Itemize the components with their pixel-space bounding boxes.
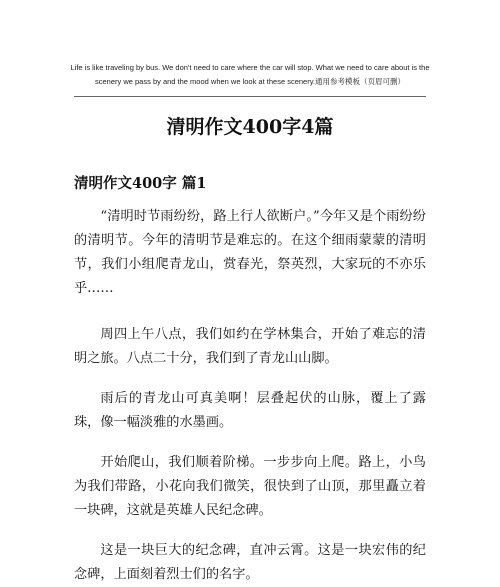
paragraph-5: 这是一块巨大的纪念碑，直冲云霄。这是一块宏伟的纪念碑，上面刻着烈士们的名字。	[74, 543, 426, 582]
paragraph-1: “清明时节雨纷纷，路上行人欲断户。”今年又是个雨纷纷的清明节。今年的清明节是难忘的。在这个细雨蒙蒙的清明节，我们小组爬青龙山，赏春光，祭英烈，大家玩的不亦乐乎……	[74, 209, 426, 296]
page-header-note	[60, 61, 440, 88]
section-heading: 清明作文400字 篇1	[74, 175, 207, 192]
header-divider	[74, 96, 426, 97]
paragraph-4: 开始爬山，我们顺着阶梯。一步步向上爬。路上，小鸟为我们带路，小花向我们微笑，很快到了山顶，那里矗立着一块碑，这就是英雄人民纪念碑。	[74, 455, 426, 518]
paragraph-3: 雨后的青龙山可真美啊！层叠起伏的山脉，覆上了露珠，像一幅淡雅的水墨画。	[74, 391, 426, 430]
paragraph-2: 周四上午八点，我们如约在学林集合，开始了难忘的清明之旅。八点二十分，我们到了青龙山山脚。	[74, 327, 426, 366]
header-line-2: scenery we pass by and the mood when we look at these scenery.通用参考模板（页眉可删）	[95, 76, 405, 86]
document-title: 清明作文400字4篇	[166, 116, 334, 138]
header-line-1: Life is like traveling by bus. We don't need to care where the car will stop. What we need to care about is the	[70, 63, 430, 72]
